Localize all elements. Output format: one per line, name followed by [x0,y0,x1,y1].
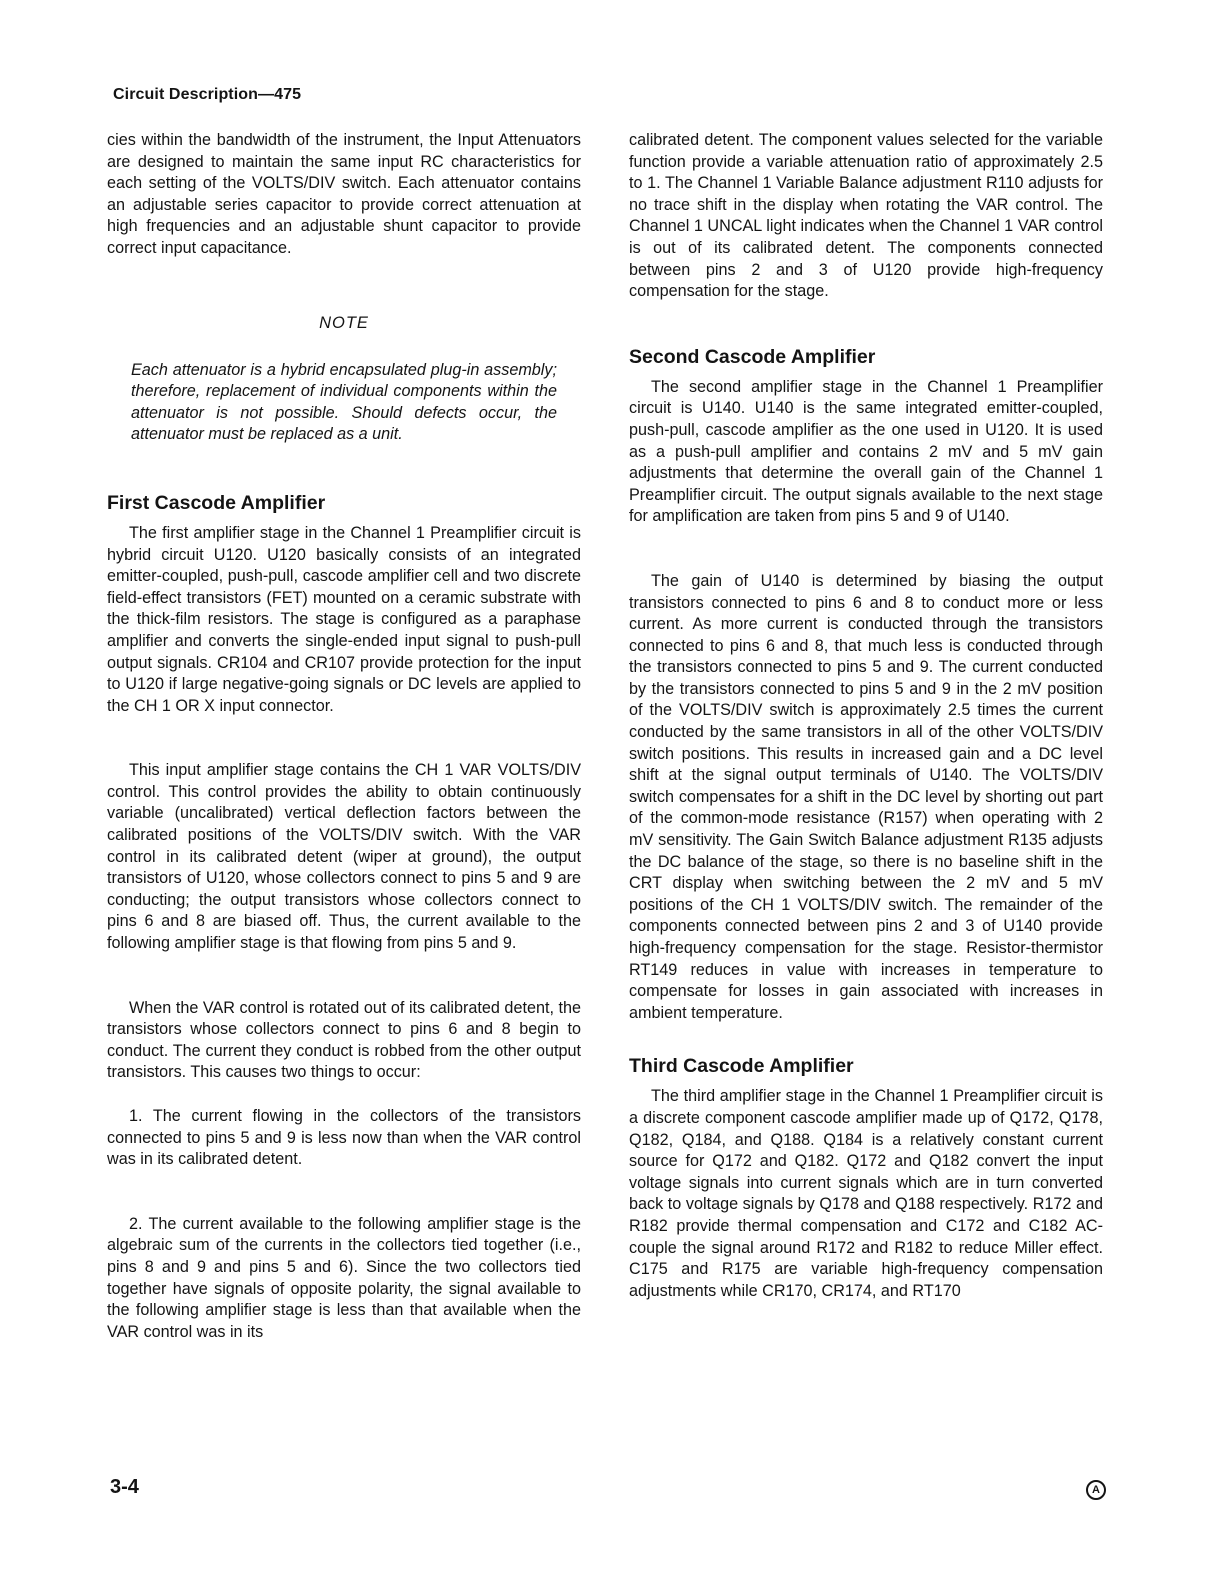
paragraph: 1. The current flowing in the collectors of the transistors connected to pins 5 and 9 is less now than when the VAR control was in its calibrated detent. [107,1107,581,1169]
paragraph: 2. The current available to the following amplifier stage is the algebraic sum of the currents in the collectors tied together (i.e., pins 8 and 9 and pins 5 and 6). Since the two collectors tied together have signals of opposite polarity, the signal available to the following amplifier stage is less than that available when the VAR control was in its [107,1214,581,1341]
page-number: 3-4 [110,1476,139,1498]
paragraph: The second amplifier stage in the Channel 1 Preamplifier circuit is U140. U140 is the same integrated emitter-coupled, push-pull, cascode amplifier as the one used in U120. It is used as a push-pull amplifier and contains 2 mV and 5 mV gain adjustments that determine the overall gain of the Channel 1 Preamplifier circuit. The output signals available to the next stage for amplification are taken from pins 5 and 9 of U140. [629,377,1103,526]
note-title: NOTE [319,313,369,332]
running-head: Circuit Description—475 [113,86,302,103]
left-column [107,130,581,1343]
paragraph: The third amplifier stage in the Channel 1 Preamplifier circuit is a discrete component cascode amplifier made up of Q172, Q178, Q182, Q184, and Q188. Q184 is a relatively constant current source for Q172 and Q182. Q172 and Q182 convert the input voltage signals into current signals which are in turn converted back to voltage signals by Q178 and Q188 respectively. R172 and R182 provide thermal compensation and C172 and C182 AC-couple the signal around R172 and R182 to reduce Miller effect. C175 and R175 are variable high-frequency compensation adjustments while CR170, CR174, and RT170 [629,1087,1103,1300]
right-column [629,130,1103,1302]
section-heading: Third Cascode Amplifier [629,1055,854,1078]
paragraph: calibrated detent. The component values selected for the variable function provide a variable attenuation ratio of approximately 2.5 to 1. The Channel 1 Variable Balance adjustment R110 adjusts for no trace shift in the display when rotating the VAR control. The Channel 1 UNCAL light indicates when the Channel 1 VAR control is out of its calibrated detent. The components connected between pins 2 and 3 of U120 provide high-frequency compensation for the stage. [629,131,1103,301]
paragraph: The gain of U140 is determined by biasing the output transistors connected to pins 6 and 8 to conduct more or less current. As more current is conducted through the transistors connected to pins 6 and 8, that much less is conducted through the transistors connected to pins 5 and 9. The current conducted by the transistors connected to pins 5 and 9 in the 2 mV position of the VOLTS/DIV switch is approximately 2.5 times the current conducted by the same transistors in all of the other VOLTS/DIV switch positions. This results in increased gain and a DC level shift at the signal output terminals of U140. The VOLTS/DIV switch compensates for a shift in the DC level by shorting out part of the common-mode resistance (R157) when operating with 2 mV sensitivity. The Gain Switch Balance adjustment R135 adjusts the DC balance of the stage, so there is no baseline shift in the CRT display when switching between the 2 mV and 5 mV positions of the CH 1 VOLTS/DIV switch. The remainder of the components connected between pins 2 and 3 of U140 provide high-frequency compensation for the stage. Resistor-thermistor RT149 reduces in value with increases in temperature to compensate for losses in gain associated with increases in ambient temperature. [629,571,1103,1022]
note-body: Each attenuator is a hybrid encapsulated plug-in assembly; therefore, replacement of individual components within the attenuator is not possible. Should defects occur, the attenuator must be replaced as a unit. [131,360,557,444]
section-heading: Second Cascode Amplifier [629,345,876,368]
revision-mark: A [1086,1480,1106,1500]
paragraph: The first amplifier stage in the Channel 1 Preamplifier circuit is hybrid circuit U120. U120 basically consists of an integrated emitter-coupled, push-pull, cascode amplifier cell and two discrete field-effect transistors (FET) mounted on a ceramic substrate with the thick-film resistors. The stage is configured as a paraphase amplifier and converts the single-ended input signal to push-pull output signals. CR104 and CR107 provide protection for the input to U120 if large negative-going signals or DC levels are applied to the CH 1 OR X input connector. [107,523,581,715]
paragraph: This input amplifier stage contains the CH 1 VAR VOLTS/DIV control. This control provides the ability to obtain continuously variable (uncalibrated) vertical deflection factors between the calibrated positions of the VOLTS/DIV switch. With the VAR control in its calibrated detent (wiper at ground), the output transistors of U120, whose collectors connect to pins 5 and 9 are conducting; the output transistors whose collectors connect to pins 6 and 8 are biased off. Thus, the current available to the following amplifier stage is that flowing from pins 5 and 9. [107,761,581,953]
paragraph: cies within the bandwidth of the instrument, the Input Attenuators are designed to maintain the same input RC characteristics for each setting of the VOLTS/DIV switch. Each attenuator contains an adjustable series capacitor to provide correct attenuation at high frequencies and an adjustable shunt capacitor to provide correct input capacitance. [107,131,581,257]
paragraph: When the VAR control is rotated out of its calibrated detent, the transistors whose collectors connect to pins 6 and 8 begin to conduct. The current they conduct is robbed from the other output transistors. This causes two things to occur: [107,998,581,1082]
section-heading: First Cascode Amplifier [107,491,326,514]
